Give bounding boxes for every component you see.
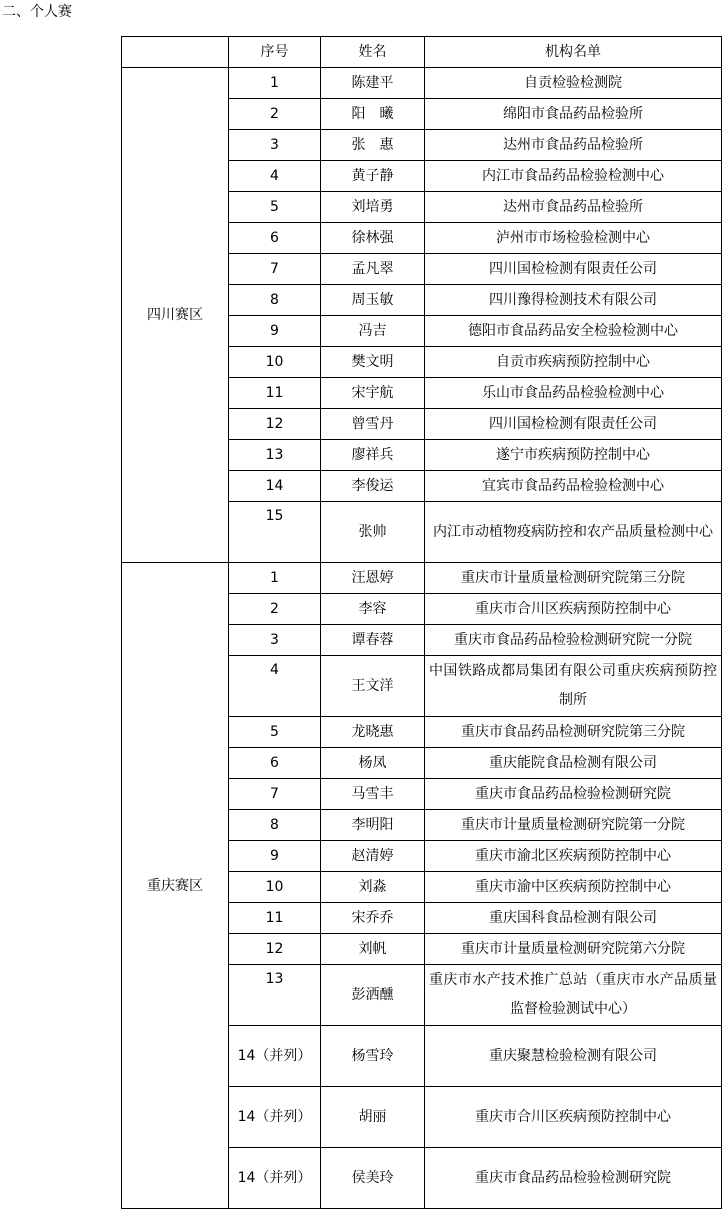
name-cell: 赵清婷: [321, 841, 425, 872]
name-cell: 刘淼: [321, 872, 425, 903]
org-cell: 四川国检检测有限责任公司: [425, 254, 722, 285]
seq-cell: 13: [229, 440, 321, 471]
section-title: 二、个人赛: [2, 4, 72, 20]
seq-cell: 12: [229, 409, 321, 440]
table-row: [122, 563, 722, 594]
org-cell: 重庆市合川区疾病预防控制中心: [425, 594, 722, 625]
seq-cell: 7: [229, 779, 321, 810]
name-cell: 胡丽: [321, 1087, 425, 1148]
org-cell: 重庆市食品药品检验检测研究院: [425, 779, 722, 810]
seq-cell: 5: [229, 192, 321, 223]
name-cell: 刘帆: [321, 934, 425, 965]
name-cell: 周玉敏: [321, 285, 425, 316]
seq-cell: 2: [229, 594, 321, 625]
name-cell: 汪恩婷: [321, 563, 425, 594]
seq-cell: 4: [229, 161, 321, 192]
seq-cell: 1: [229, 563, 321, 594]
org-cell: 重庆市合川区疾病预防控制中心: [425, 1087, 722, 1148]
org-cell: 重庆市渝中区疾病预防控制中心: [425, 872, 722, 903]
name-cell: 徐林强: [321, 223, 425, 254]
seq-cell: 3: [229, 625, 321, 656]
seq-cell: 5: [229, 717, 321, 748]
seq-cell: 7: [229, 254, 321, 285]
seq-cell: 8: [229, 285, 321, 316]
org-cell: 内江市动植物疫病防控和农产品质量检测中心: [425, 502, 722, 563]
name-cell: 李俊运: [321, 471, 425, 502]
org-cell: 内江市食品药品检验检测中心: [425, 161, 722, 192]
org-cell: 乐山市食品药品检验检测中心: [425, 378, 722, 409]
name-cell: 樊文明: [321, 347, 425, 378]
name-cell: 谭春蓉: [321, 625, 425, 656]
seq-cell: 4: [229, 656, 321, 717]
org-cell: 泸州市市场检验检测中心: [425, 223, 722, 254]
org-cell: 重庆市计量质量检测研究院第六分院: [425, 934, 722, 965]
org-cell: 自贡检验检测院: [425, 68, 722, 99]
seq-cell: 9: [229, 316, 321, 347]
org-cell: 绵阳市食品药品检验所: [425, 99, 722, 130]
name-cell: 阳 曦: [321, 99, 425, 130]
org-cell: 中国铁路成都局集团有限公司重庆疾病预防控制所: [425, 656, 722, 717]
name-cell: 冯吉: [321, 316, 425, 347]
seq-cell: 11: [229, 378, 321, 409]
header-name: 姓名: [321, 37, 425, 68]
seq-cell: 14（并列）: [229, 1087, 321, 1148]
name-cell: 李明阳: [321, 810, 425, 841]
seq-cell: 6: [229, 223, 321, 254]
org-cell: 重庆市食品药品检测研究院第三分院: [425, 717, 722, 748]
seq-cell: 8: [229, 810, 321, 841]
org-cell: 重庆市计量质量检测研究院第三分院: [425, 563, 722, 594]
org-cell: 重庆聚慧检验检测有限公司: [425, 1026, 722, 1087]
table-body: [122, 68, 722, 1209]
seq-cell: 3: [229, 130, 321, 161]
org-cell: 宜宾市食品药品检验检测中心: [425, 471, 722, 502]
seq-cell: 6: [229, 748, 321, 779]
org-cell: 重庆能院食品检测有限公司: [425, 748, 722, 779]
name-cell: 孟凡翠: [321, 254, 425, 285]
org-cell: 四川豫得检测技术有限公司: [425, 285, 722, 316]
name-cell: 曾雪丹: [321, 409, 425, 440]
seq-cell: 12: [229, 934, 321, 965]
seq-cell: 13: [229, 965, 321, 1026]
name-cell: 马雪丰: [321, 779, 425, 810]
seq-cell: 9: [229, 841, 321, 872]
seq-cell: 1: [229, 68, 321, 99]
header-region: [122, 37, 229, 68]
org-cell: 德阳市食品药品安全检验检测中心: [425, 316, 722, 347]
seq-cell: 14（并列）: [229, 1026, 321, 1087]
name-cell: 侯美玲: [321, 1148, 425, 1209]
org-cell: 重庆市计量质量检测研究院第一分院: [425, 810, 722, 841]
region-cell: 重庆赛区: [122, 563, 229, 1209]
name-cell: 陈建平: [321, 68, 425, 99]
seq-cell: 2: [229, 99, 321, 130]
name-cell: 黄子静: [321, 161, 425, 192]
org-cell: 自贡市疾病预防控制中心: [425, 347, 722, 378]
org-cell: 重庆市食品药品检验检测研究院一分院: [425, 625, 722, 656]
name-cell: 彭洒醺: [321, 965, 425, 1026]
seq-cell: 14: [229, 471, 321, 502]
org-cell: 重庆市水产技术推广总站（重庆市水产品质量监督检验测试中心）: [425, 965, 722, 1026]
name-cell: 宋乔乔: [321, 903, 425, 934]
name-cell: 王文洋: [321, 656, 425, 717]
name-cell: 张 惠: [321, 130, 425, 161]
region-cell: 四川赛区: [122, 68, 229, 563]
org-cell: 达州市食品药品检验所: [425, 130, 722, 161]
individual-results-table: [121, 36, 722, 1209]
name-cell: 杨凤: [321, 748, 425, 779]
org-cell: 四川国检检测有限责任公司: [425, 409, 722, 440]
name-cell: 龙晓惠: [321, 717, 425, 748]
seq-cell: 15: [229, 502, 321, 563]
seq-cell: 10: [229, 347, 321, 378]
table-row: [122, 68, 722, 99]
org-cell: 重庆国科食品检测有限公司: [425, 903, 722, 934]
org-cell: 重庆市食品药品检验检测研究院: [425, 1148, 722, 1209]
seq-cell: 14（并列）: [229, 1148, 321, 1209]
header-seq: 序号: [229, 37, 321, 68]
name-cell: 宋宇航: [321, 378, 425, 409]
header-row: [122, 37, 722, 68]
org-cell: 达州市食品药品检验所: [425, 192, 722, 223]
name-cell: 李容: [321, 594, 425, 625]
header-org: 机构名单: [425, 37, 722, 68]
name-cell: 杨雪玲: [321, 1026, 425, 1087]
org-cell: 遂宁市疾病预防控制中心: [425, 440, 722, 471]
name-cell: 刘培勇: [321, 192, 425, 223]
name-cell: 张帅: [321, 502, 425, 563]
name-cell: 廖祥兵: [321, 440, 425, 471]
seq-cell: 11: [229, 903, 321, 934]
seq-cell: 10: [229, 872, 321, 903]
org-cell: 重庆市渝北区疾病预防控制中心: [425, 841, 722, 872]
